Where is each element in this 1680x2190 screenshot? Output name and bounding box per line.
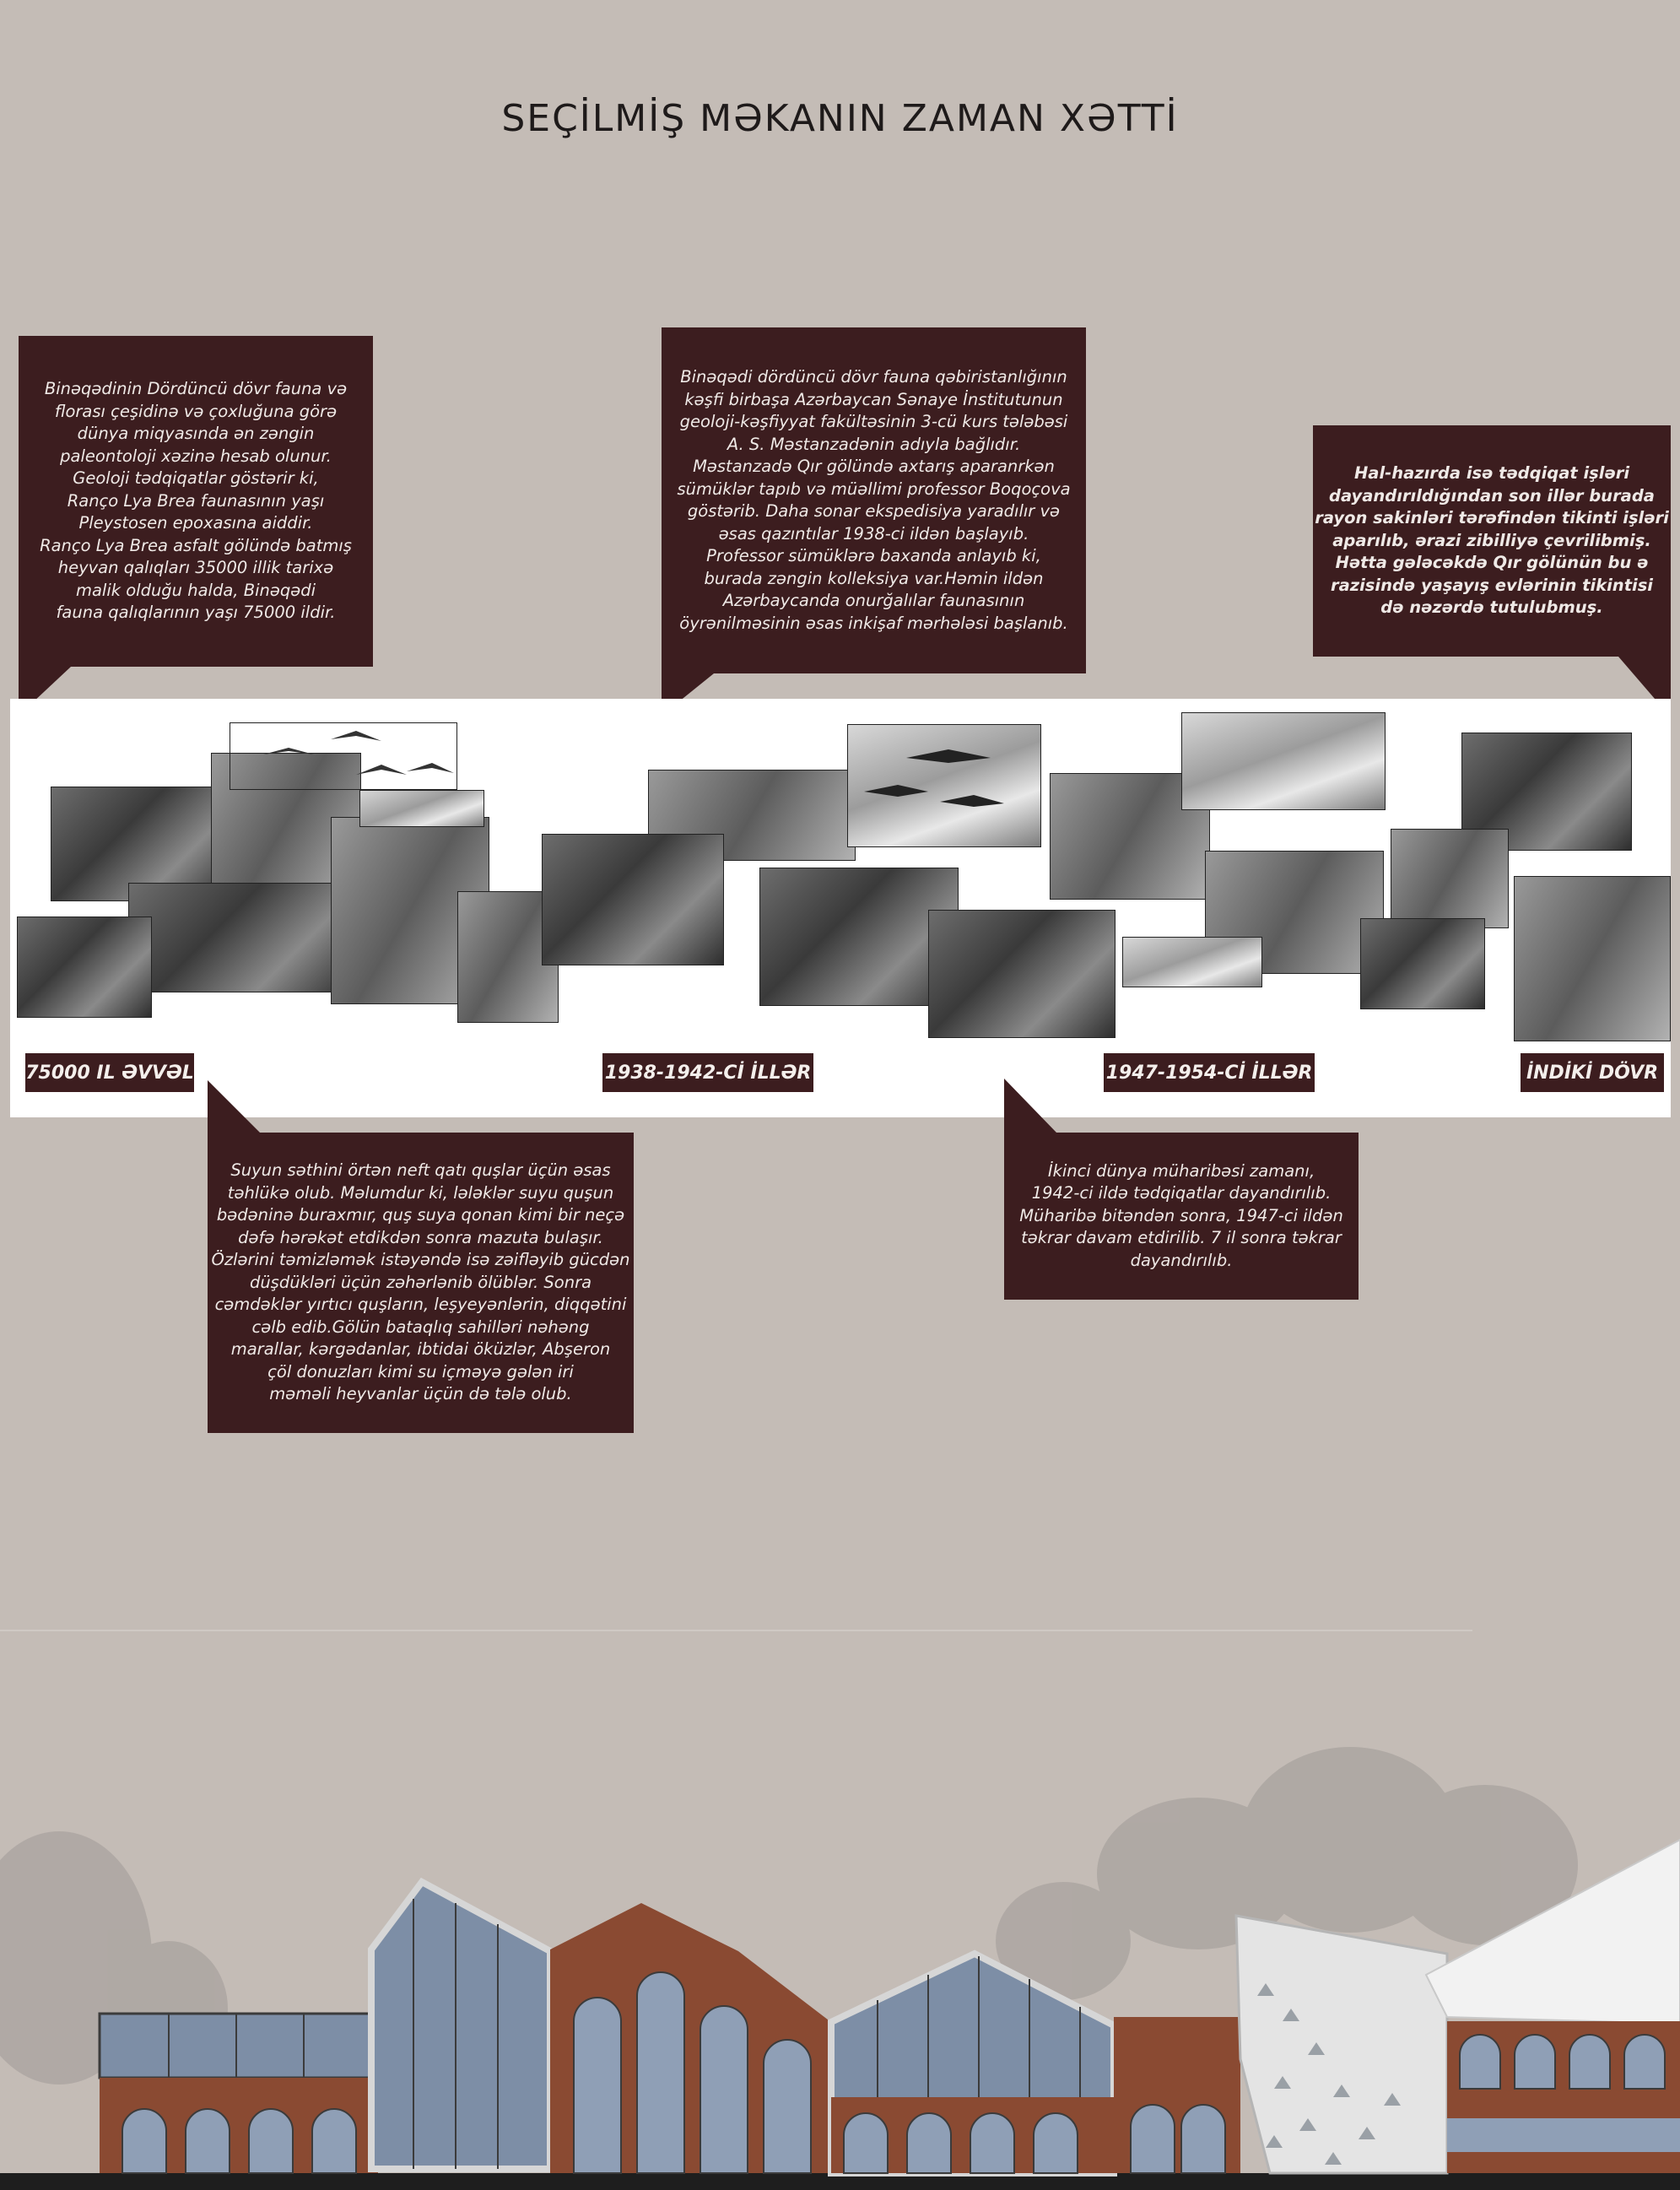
era-label-1947-1954: 1947-1954-Cİ İLLƏR	[1104, 1053, 1315, 1092]
note-line: İkinci dünya müharibəsi zamanı,	[1047, 1160, 1315, 1181]
note-line: təkrar davam etdirilib. 7 il sonra təkrar	[1021, 1228, 1342, 1248]
note-line: Pleystosen epoxasına aiddir.	[78, 513, 313, 533]
note-line: A. S. Məstanzadənin adıyla bağlıdır.	[727, 434, 1021, 454]
photo-fossils	[1122, 937, 1262, 987]
note-line: burada zəngin kolleksiya var.Həmin ildən	[704, 568, 1044, 588]
note-line: məməli heyvanlar üçün də tələ olub.	[269, 1384, 572, 1404]
note-present	[1313, 425, 1671, 657]
birds-icon	[230, 722, 457, 790]
photo-wasteland	[1391, 829, 1509, 928]
note-line: öyrənilməsinin əsas inkişaf mərhələsi başlanıb.	[679, 613, 1068, 633]
note-war	[1004, 1133, 1359, 1300]
note-line: fauna qalıqlarının yaşı 75000 ildir.	[56, 603, 336, 623]
airplane-icon	[847, 724, 1041, 847]
note-line: sümüklər tapıb və müəllimi professor Boqoçova	[677, 479, 1071, 499]
note-line: Özlərini təmizləmək istəyəndə isə zəifləyib gücdən	[211, 1250, 630, 1270]
note-line: təhlükə olub. Məlumdur ki, lələklər suyu quşun	[227, 1182, 614, 1203]
note-line: razisində yaşayış evlərinin tikintisi	[1330, 575, 1653, 595]
photo-warplanes	[847, 724, 1041, 847]
note-line: rayon sakinləri tərəfindən tikinti işləri	[1315, 508, 1669, 528]
photo-debris	[1360, 918, 1485, 1009]
era-label-present: İNDİKİ DÖVR	[1521, 1053, 1664, 1092]
note-discovery	[662, 327, 1086, 673]
note-oil-birds	[208, 1133, 634, 1433]
note-line: heyvan qalıqları 35000 illik tarixə	[57, 558, 334, 578]
note-line: paleontoloji xəzinə hesab olunur.	[60, 446, 332, 466]
note-line: Hal-hazırda isə tədqiqat işləri	[1353, 463, 1630, 484]
note-line: florası çeşidinə və çoxluğuna görə	[54, 401, 338, 421]
era-label-prehistoric: 75000 IL ƏVVƏL	[25, 1053, 194, 1092]
note-line: əsas qazıntılar 1938-ci ildən başlayıb.	[718, 523, 1029, 543]
note-line: Binəqədinin Dördüncü dövr fauna və	[44, 379, 348, 399]
building-elevation	[0, 1620, 1680, 2190]
note-line: Azərbaycanda onurğalılar faunasının	[722, 591, 1025, 610]
note-pointer	[208, 1080, 260, 1133]
photo-excavation	[542, 834, 724, 965]
note-line: dünya miqyasında ən zəngin	[77, 424, 315, 444]
note-line: düşdükləri üçün zəhərlənib ölüblər. Sonra	[249, 1272, 592, 1292]
note-line: Suyun səthini örtən neft qatı quşlar üçün əsas	[230, 1160, 611, 1181]
note-line: Müharibə bitəndən sonra, 1947-ci ildən	[1019, 1205, 1343, 1225]
note-line: aparılıb, ərazi zibilliyə çevrilibmiş.	[1332, 530, 1651, 550]
note-line: də nəzərdə tutulubmuş.	[1380, 598, 1603, 618]
note-line: geoloji-kəşfiyyat fakültəsinin 3-cü kurs tələbəsi	[679, 412, 1068, 431]
photo-bird-skull	[359, 790, 484, 827]
note-line: Ranço Lya Brea asfalt gölündə batmış	[40, 535, 352, 555]
note-line: Geoloji tədqiqatlar göstərir ki,	[73, 468, 319, 489]
photo-tar-pit-animals	[128, 883, 356, 992]
note-line: cəlb edib.Gölün bataqlıq sahilləri nəhəng	[251, 1317, 590, 1337]
page-title: SEÇİLMİŞ MƏKANIN ZAMAN XƏTTİ	[501, 97, 1179, 140]
note-line: Məstanzadə Qır gölündə axtarış aparanrkən	[693, 457, 1055, 476]
photo-leaves	[17, 917, 152, 1018]
note-line: dəfə hərəkət etdikdən sonra mazuta bulaşır.	[238, 1227, 603, 1247]
white-pavilion	[1236, 1916, 1447, 2173]
note-line: marallar, kərgədanlar, ibtidai öküzlər, Abşeron	[230, 1339, 611, 1360]
note-line: Hətta gələcəkdə Qır gölünün bu ə	[1335, 553, 1649, 573]
note-line: malik olduğu halda, Binəqədi	[75, 580, 316, 600]
glass-gable	[371, 1882, 550, 2169]
note-line: cəmdəklər yırtıcı quşların, leşyeyənlərin, diqqətini	[214, 1295, 627, 1315]
note-line: çöl donuzları kimi su içməyə gələn iri	[267, 1361, 574, 1382]
note-line: Professor sümüklərə baxanda anlayıb ki,	[706, 546, 1041, 565]
note-line: kəşfi birbaşa Azərbaycan Sənaye İnstitutunun	[684, 389, 1063, 409]
note-line: göstərib. Daha sonar ekspedisiya yaradılır və	[687, 501, 1061, 521]
photo-skeleton	[928, 910, 1115, 1038]
photo-birds	[230, 722, 457, 790]
note-line: dayandırıldığından son illər burada	[1329, 485, 1655, 506]
note-line: Ranço Lya Brea faunasının yaşı	[67, 490, 325, 511]
note-prehistoric-fauna	[19, 336, 373, 667]
note-pointer	[1004, 1079, 1056, 1133]
era-label-1938-1942: 1938-1942-Cİ İLLƏR	[602, 1053, 813, 1092]
note-line: dayandırılıb.	[1130, 1250, 1233, 1270]
note-line: Binəqədi dördüncü dövr fauna qəbiristanlığının	[680, 367, 1067, 387]
timeline-strip	[10, 699, 1671, 1117]
glass-band	[1447, 2118, 1680, 2152]
note-line: 1942-ci ildə tədqiqatlar dayandırılıb.	[1031, 1183, 1332, 1203]
note-line: bədəninə buraxmır, quş suya qonan kimi bir neçə	[216, 1205, 625, 1225]
photo-landscape	[1181, 712, 1386, 810]
photo-aerial-map	[1514, 876, 1671, 1041]
glass-band	[100, 2014, 378, 2078]
